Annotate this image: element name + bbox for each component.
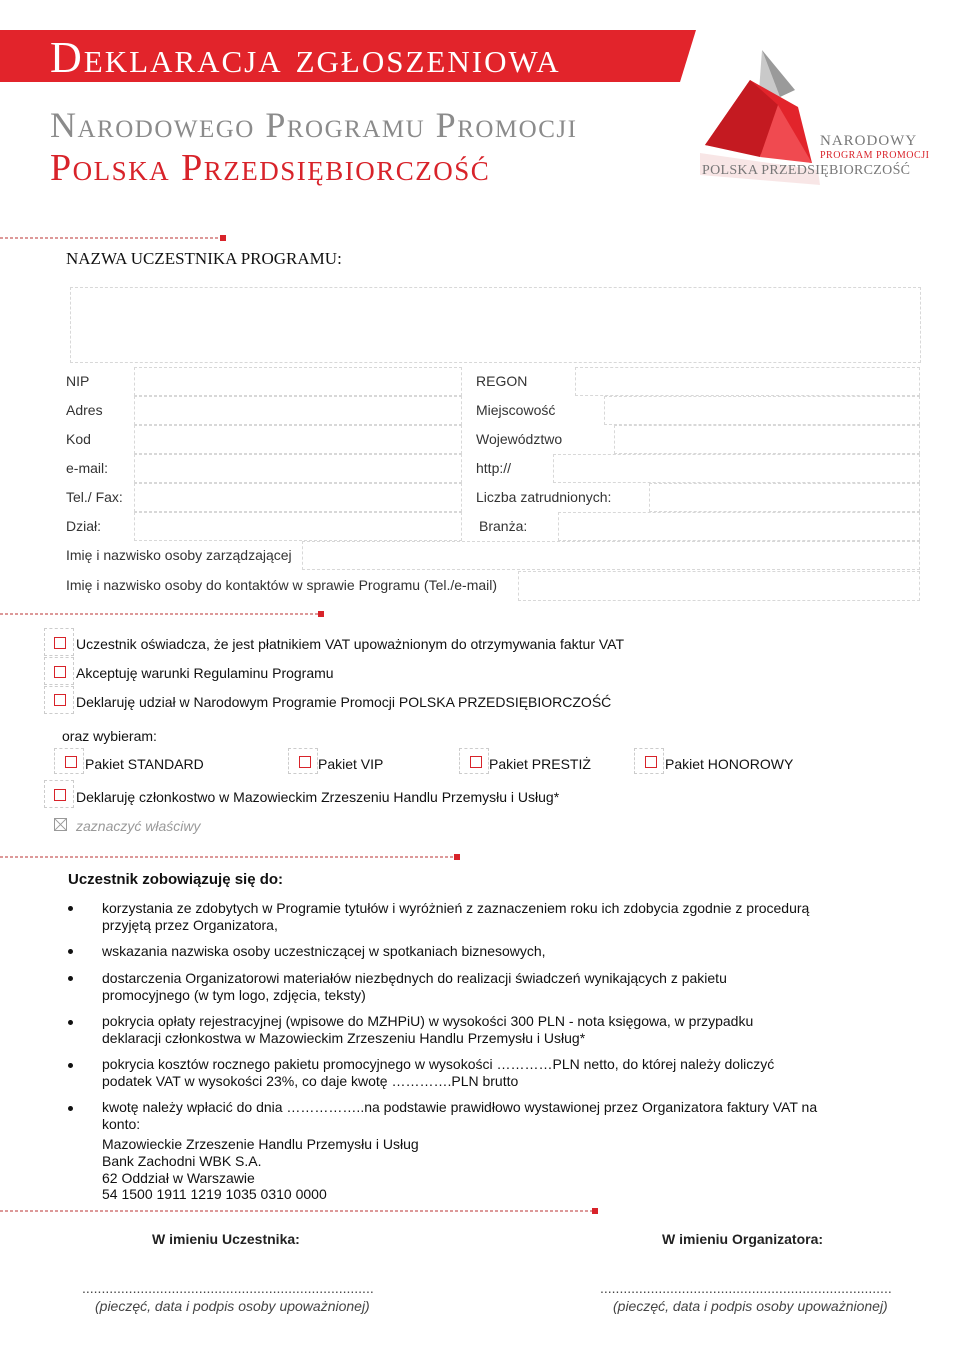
- package-standard-label: Pakiet STANDARD: [85, 756, 204, 772]
- obligations-heading: Uczestnik zobowiązuję się do:: [68, 871, 284, 888]
- department-field[interactable]: [134, 512, 462, 541]
- voivodeship-field[interactable]: [614, 425, 920, 454]
- organizer-signature-caption: (pieczęć, data i podpis osoby upoważnionej): [613, 1298, 888, 1314]
- participation-checkbox[interactable]: [54, 694, 66, 706]
- industry-label: Branża:: [479, 518, 528, 534]
- terms-checkbox[interactable]: [54, 666, 66, 678]
- website-field[interactable]: [553, 454, 920, 483]
- bank-name: Bank Zachodni WBK S.A.: [102, 1153, 262, 1169]
- logo-text-2: PROGRAM PROMOCJI: [820, 150, 930, 161]
- choose-label: oraz wybieram:: [62, 728, 157, 744]
- department-label: Dział:: [66, 518, 102, 534]
- account-number: 54 1500 1911 1219 1035 0310 0000: [102, 1186, 327, 1202]
- bank-branch: 62 Oddział w Warszawie: [102, 1170, 255, 1186]
- bullet: [68, 949, 73, 954]
- address-label: Adres: [66, 402, 103, 418]
- website-label: http://: [476, 460, 512, 476]
- address-field[interactable]: [134, 396, 462, 425]
- form-title: Deklaracja zgłoszeniowa: [50, 33, 561, 82]
- package-prestige-label: Pakiet PRESTIŻ: [489, 756, 591, 772]
- package-vip-checkbox[interactable]: [299, 756, 311, 768]
- separator: [0, 613, 318, 615]
- email-field[interactable]: [134, 454, 462, 483]
- separator: [0, 237, 220, 239]
- vat-payer-checkbox[interactable]: [54, 637, 66, 649]
- phone-fax-label: Tel./ Fax:: [66, 489, 123, 505]
- obligation-item: dostarczenia Organizatorowi materiałów niezbędnych do realizacji świadczeń wynikających z pakietu promocyjnego (w tym logo, zdjęcia, teksty): [102, 970, 727, 1003]
- participant-signature-title: W imieniu Uczestnika:: [152, 1231, 300, 1247]
- terms-text: Akceptuję warunki Regulaminu Programu: [76, 665, 334, 681]
- city-field[interactable]: [604, 396, 920, 425]
- postal-code-field[interactable]: [134, 425, 462, 454]
- package-vip-label: Pakiet VIP: [318, 756, 384, 772]
- bullet: [68, 976, 73, 981]
- regon-field[interactable]: [575, 367, 920, 396]
- phone-fax-field[interactable]: [134, 483, 462, 512]
- city-label: Miejscowość: [476, 402, 556, 418]
- account-holder: Mazowieckie Zrzeszenie Handlu Przemysłu i Usług: [102, 1136, 419, 1152]
- package-honorary-checkbox[interactable]: [645, 756, 657, 768]
- contact-person-field[interactable]: [518, 571, 920, 601]
- participant-name-field[interactable]: [70, 287, 921, 363]
- separator: [0, 856, 454, 858]
- example-checked-icon: [54, 818, 67, 831]
- vat-payer-text: Uczestnik oświadcza, że jest płatnikiem VAT upoważnionym do otrzymywania faktur VAT: [76, 636, 625, 652]
- participant-signature-caption: (pieczęć, data i podpis osoby upoważnionej): [95, 1298, 370, 1314]
- obligation-item: kwotę należy wpłacić do dnia ……………..na podstawie prawidłowo wystawionej przez Organizatora faktury VAT na konto:: [102, 1099, 818, 1132]
- employees-label: Liczba zatrudnionych:: [476, 489, 612, 505]
- industry-field[interactable]: [558, 512, 920, 541]
- bullet: [68, 906, 73, 911]
- employees-field[interactable]: [649, 483, 920, 512]
- obligation-item: korzystania ze zdobytych w Programie tytułów i wyróżnień z zaznaczeniem roku ich zdobycia zgodnie z procedurą przyjętą przez Organizatora,: [102, 900, 810, 933]
- contact-person-label: Imię i nazwisko osoby do kontaktów w sprawie Programu (Tel./e-mail): [66, 577, 498, 593]
- obligation-item: pokrycia kosztów rocznego pakietu promocyjnego w wysokości …………PLN netto, do której należy doliczyć podatek VAT w wysokości 23%, co daje kwotę ………….PLN brutto: [102, 1056, 775, 1089]
- nip-label: NIP: [66, 373, 90, 389]
- participant-signature-line[interactable]: ...........................................................................: [82, 1280, 374, 1296]
- membership-text: Deklaruję członkostwo w Mazowieckim Zrzeszeniu Handlu Przemysłu i Usług*: [76, 789, 560, 805]
- nip-field[interactable]: [134, 367, 462, 396]
- membership-checkbox[interactable]: [54, 789, 66, 801]
- regon-label: REGON: [476, 373, 528, 389]
- hint-text: zaznaczyć właściwy: [76, 818, 201, 834]
- program-name: Polska Przedsiębiorczość: [50, 147, 491, 189]
- participation-text: Deklaruję udział w Narodowym Programie Promocji POLSKA PRZEDSIĘBIORCZOŚĆ: [76, 694, 612, 710]
- participant-heading: NAZWA UCZESTNIKA PROGRAMU:: [66, 249, 342, 268]
- organizer-signature-line[interactable]: ...........................................................................: [600, 1280, 892, 1296]
- package-prestige-checkbox[interactable]: [470, 756, 482, 768]
- bullet: [68, 1106, 73, 1111]
- separator: [0, 1210, 592, 1212]
- postal-code-label: Kod: [66, 431, 91, 447]
- program-subtitle: Narodowego Programu Promocji: [50, 105, 578, 145]
- email-label: e-mail:: [66, 460, 109, 476]
- voivodeship-label: Województwo: [476, 431, 563, 447]
- manager-field[interactable]: [302, 541, 920, 570]
- package-honorary-label: Pakiet HONOROWY: [665, 756, 794, 772]
- logo-text-3: POLSKA PRZEDSIĘBIORCZOŚĆ: [702, 163, 911, 178]
- bullet: [68, 1063, 73, 1068]
- obligation-item: pokrycia opłaty rejestracyjnej (wpisowe do MZHPiU) w wysokości 300 PLN - nota księgowa, w przypadku deklaracji członkostwa w Mazowieckim Zrzeszeniu Handlu Przemysłu i Usług*: [102, 1013, 754, 1046]
- organizer-signature-title: W imieniu Organizatora:: [662, 1231, 824, 1247]
- bullet: [68, 1020, 73, 1025]
- manager-label: Imię i nazwisko osoby zarządzającej: [66, 547, 292, 563]
- logo-text-1: NARODOWY: [820, 133, 918, 149]
- package-standard-checkbox[interactable]: [65, 756, 77, 768]
- obligation-item: wskazania nazwiska osoby uczestniczącej w spotkaniach biznesowych,: [102, 943, 546, 959]
